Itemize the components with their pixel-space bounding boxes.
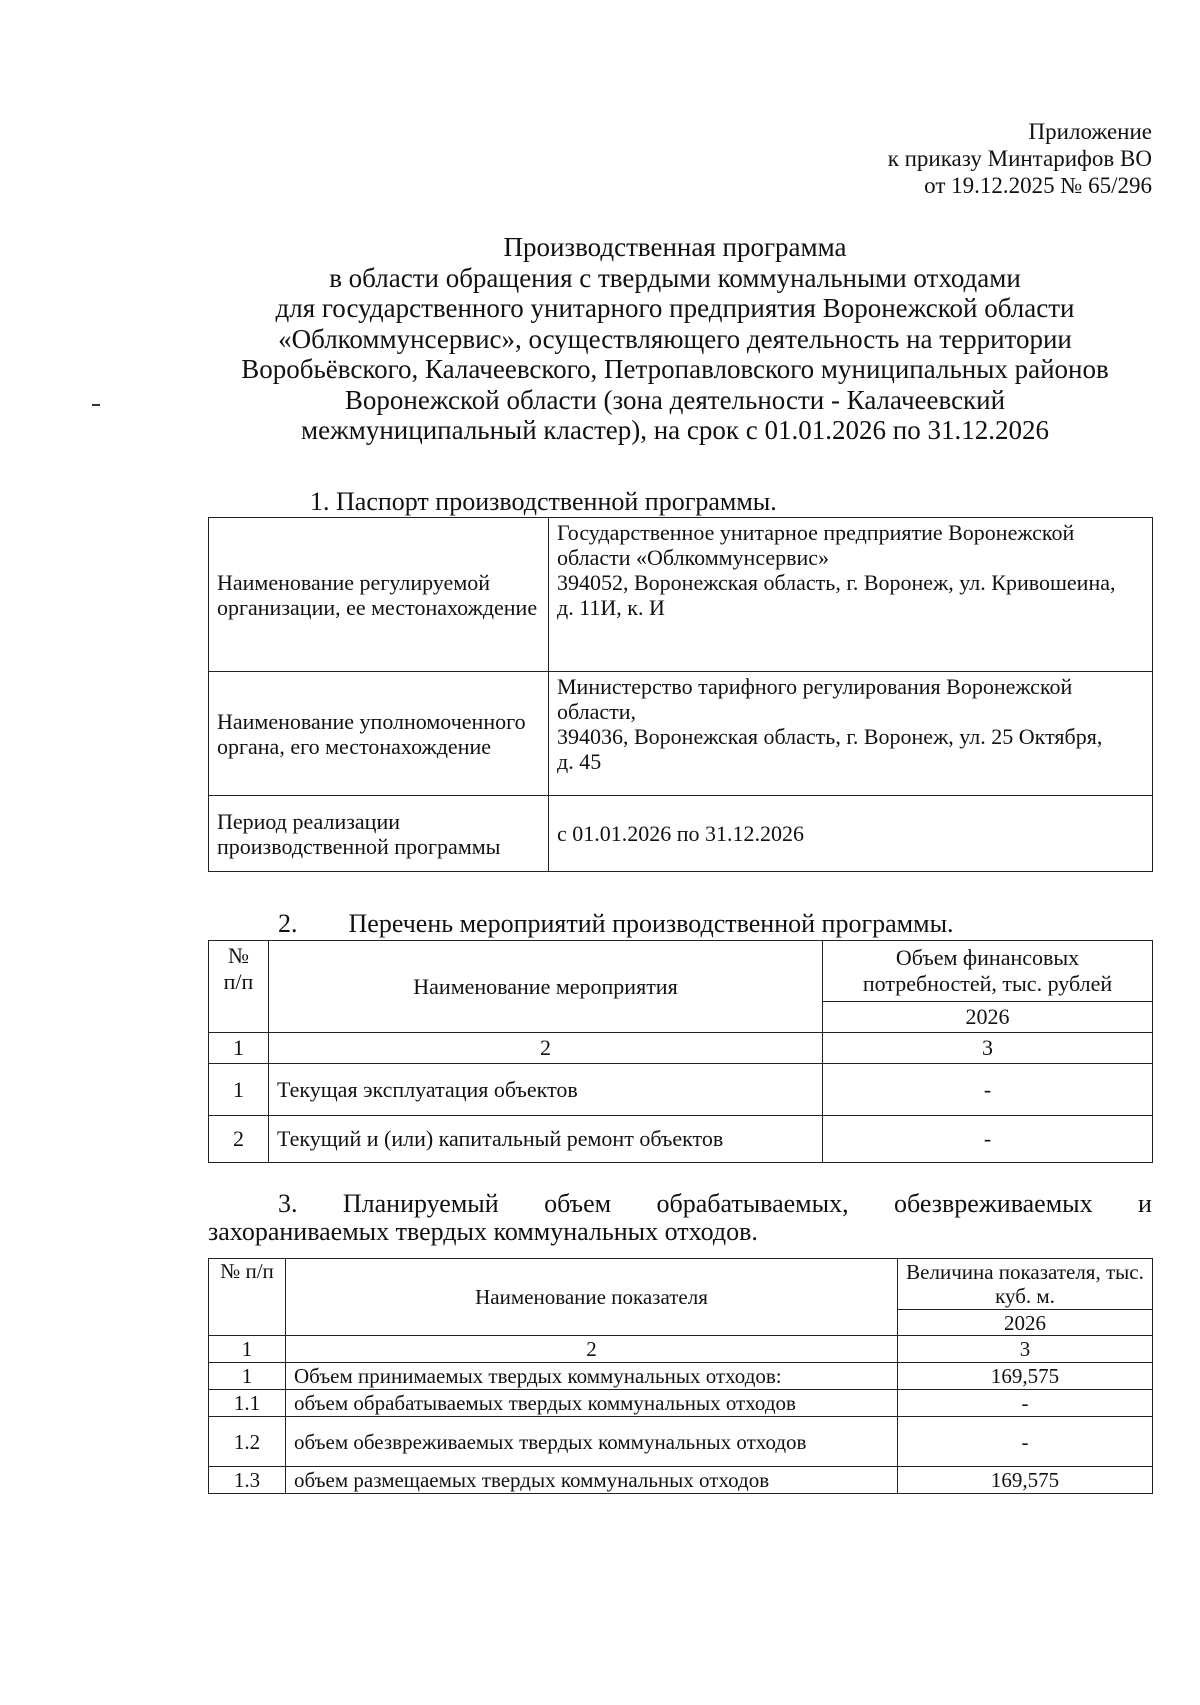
passport-label: Наименование регулируемой организации, ее местонахождение xyxy=(209,518,549,672)
value-line: д. 45 xyxy=(557,749,602,774)
row-name: объем обезвреживаемых твердых коммунальных отходов xyxy=(286,1417,898,1467)
row-value: - xyxy=(898,1390,1153,1417)
section3-heading xyxy=(208,1190,1152,1246)
value-line: Министерство тарифного регулирования Воронежской области, xyxy=(557,674,1073,724)
section2-number: 2. xyxy=(278,909,298,938)
waste-volume-table xyxy=(208,1258,1153,1494)
scan-mark xyxy=(92,404,100,406)
row-num: 1 xyxy=(209,1363,286,1390)
row-value: - xyxy=(898,1417,1153,1467)
value-line: 394036, Воронежская область, г. Воронеж, ул. 25 Октября, xyxy=(557,724,1103,749)
row-num: 1 xyxy=(209,1064,269,1116)
header-year: 2026 xyxy=(823,1002,1153,1033)
heading-word: 3. xyxy=(278,1189,298,1218)
title-line: межмуниципальный кластер), на срок с 01.01.2026 по 31.12.2026 xyxy=(301,415,1049,445)
row-num: 2 xyxy=(209,1116,269,1163)
value-line: с 01.01.2026 по 31.12.2026 xyxy=(557,821,805,846)
appendix-date-number: от 19.12.2025 № 65/296 xyxy=(924,173,1152,198)
header-num: № п/п xyxy=(209,1259,286,1336)
section2-title: Перечень мероприятий производственной программы. xyxy=(348,909,954,938)
column-number-row xyxy=(209,1033,1153,1064)
row-name: Объем принимаемых твердых коммунальных отходов: xyxy=(286,1363,898,1390)
table-row xyxy=(209,672,1153,796)
heading-word: обрабатываемых, xyxy=(656,1189,849,1218)
header-name: Наименование показателя xyxy=(286,1259,898,1336)
table-row xyxy=(209,1116,1153,1163)
passport-table xyxy=(208,517,1153,872)
header-year: 2026 xyxy=(898,1310,1153,1336)
table-header-row xyxy=(209,1259,1153,1310)
row-value: - xyxy=(823,1116,1153,1163)
passport-value xyxy=(549,672,1153,796)
title-line: Воронежской области (зона деятельности - Калачеевский xyxy=(344,384,1006,415)
document-title xyxy=(170,232,1180,446)
header-num: № п/п xyxy=(209,941,269,1033)
table-row xyxy=(209,1467,1153,1494)
header-name: Наименование мероприятия xyxy=(269,941,823,1033)
title-line: для государственного унитарного предприятия Воронежской области xyxy=(275,293,1075,323)
col-number: 1 xyxy=(209,1336,286,1363)
col-number: 3 xyxy=(823,1033,1153,1064)
row-name: объем обрабатываемых твердых коммунальных отходов xyxy=(286,1390,898,1417)
table-row xyxy=(209,1363,1153,1390)
passport-label: Наименование уполномоченного органа, его местонахождение xyxy=(209,672,549,796)
passport-label: Период реализации производственной программы xyxy=(209,796,549,872)
col-number: 2 xyxy=(269,1033,823,1064)
header-value: Величина показателя, тыс. куб. м. xyxy=(898,1259,1153,1310)
section3-heading-line xyxy=(208,1190,1152,1218)
title-line: Производственная программа xyxy=(503,232,847,262)
heading-word: обезвреживаемых xyxy=(893,1189,1093,1218)
row-num: 1.2 xyxy=(209,1417,286,1467)
section3-heading-line: захораниваемых твердых коммунальных отходов. xyxy=(208,1217,758,1246)
title-line: в области обращения с твердыми коммунальными отходами xyxy=(329,262,1021,293)
value-line: 394052, Воронежская область, г. Воронеж, ул. Кривошеина, xyxy=(557,570,1116,595)
row-name: Текущий и (или) капитальный ремонт объектов xyxy=(269,1116,823,1163)
col-number: 2 xyxy=(286,1336,898,1363)
section2-heading xyxy=(278,910,954,938)
section1-heading: 1. Паспорт производственной программы. xyxy=(310,487,777,516)
row-value: 169,575 xyxy=(898,1467,1153,1494)
heading-word: Планируемый xyxy=(342,1189,499,1218)
heading-word: объем xyxy=(544,1189,612,1218)
value-line: д. 11И, к. И xyxy=(557,595,665,620)
table-row xyxy=(209,518,1153,672)
table-row xyxy=(209,1417,1153,1467)
title-line: «Облкоммунсервис», осуществляющего деятельность на территории xyxy=(278,323,1072,354)
row-value: 169,575 xyxy=(898,1363,1153,1390)
passport-value xyxy=(549,796,1153,872)
header-volume: Объем финансовых потребностей, тыс. рублей xyxy=(823,941,1153,1002)
col-number: 1 xyxy=(209,1033,269,1064)
value-line: Государственное унитарное предприятие Воронежской области «Облкоммунсервис» xyxy=(557,520,1075,570)
row-num: 1.3 xyxy=(209,1467,286,1494)
appendix-reference xyxy=(888,118,1152,199)
appendix-order: к приказу Минтарифов ВО xyxy=(887,146,1152,171)
row-num: 1.1 xyxy=(209,1390,286,1417)
passport-value xyxy=(549,518,1153,672)
title-line: Воробьёвского, Калачеевского, Петропавловского муниципальных районов xyxy=(241,354,1109,384)
heading-word: и xyxy=(1138,1189,1152,1218)
row-name: Текущая эксплуатация объектов xyxy=(269,1064,823,1116)
measures-table xyxy=(208,940,1153,1163)
row-value: - xyxy=(823,1064,1153,1116)
table-row xyxy=(209,1390,1153,1417)
table-header-row xyxy=(209,941,1153,1002)
column-number-row xyxy=(209,1336,1153,1363)
appendix-label: Приложение xyxy=(1028,119,1152,144)
col-number: 3 xyxy=(898,1336,1153,1363)
row-name: объем размещаемых твердых коммунальных отходов xyxy=(286,1467,898,1494)
table-row xyxy=(209,796,1153,872)
table-row xyxy=(209,1064,1153,1116)
